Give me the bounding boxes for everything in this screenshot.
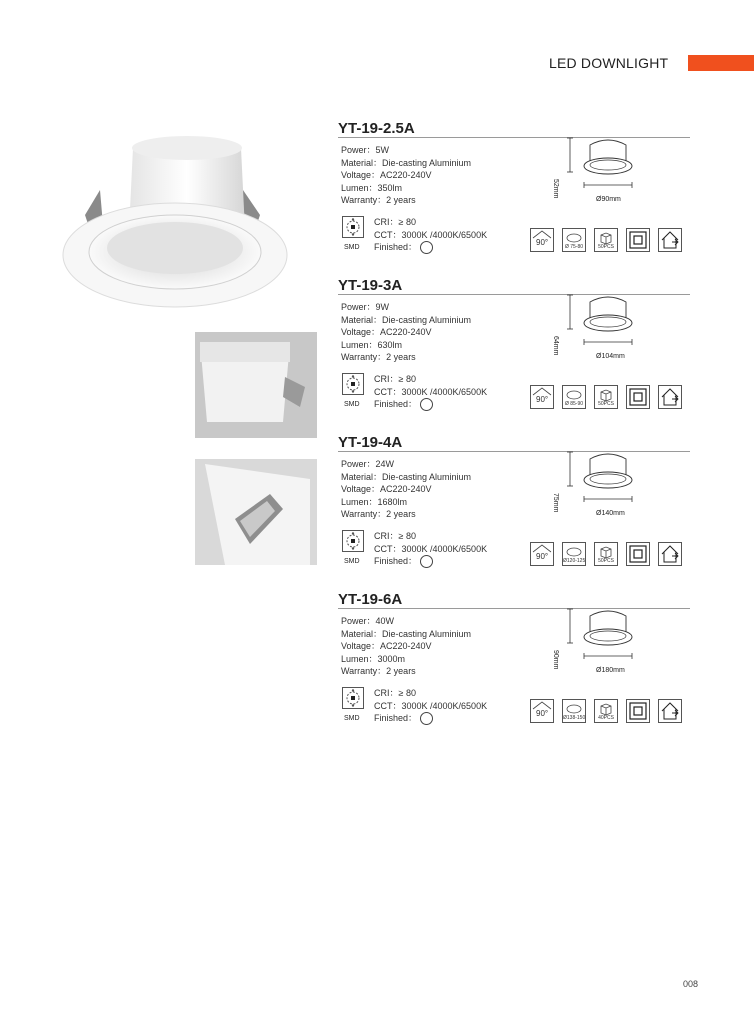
spec-list [341, 458, 471, 521]
spec-cri: CRI：≥ 80 [374, 688, 416, 698]
header-accent-bar [688, 55, 754, 71]
spec-voltage: Voltage：AC220-240V [341, 170, 432, 180]
indoor-use-icon [658, 228, 682, 252]
height-dimension: 52mm [552, 179, 559, 199]
product-block [338, 591, 690, 741]
beam-angle-icon [530, 542, 554, 566]
spec-cct: CCT：3000K /4000K/6500K [374, 229, 488, 240]
beam-angle-icon [530, 699, 554, 723]
indoor-use-icon [658, 699, 682, 723]
finish-swatch-icon [420, 712, 433, 725]
indoor-use-icon [658, 385, 682, 409]
packing-value: 50PCS [598, 401, 614, 407]
product-block [338, 120, 690, 270]
smd-label: SMD [344, 401, 360, 408]
spec-lumen: Lumen：630lm [341, 339, 403, 350]
double-insulation-icon [626, 699, 650, 723]
width-dimension: Ø180mm [596, 667, 625, 674]
spec-list [341, 144, 471, 207]
cutout-value: Ø 85-90 [564, 401, 584, 407]
cutout-value: Ø120-125 [563, 558, 586, 564]
spec-finished: Finished： [374, 242, 418, 252]
spec-material: Material：Die-casting Aluminium [341, 628, 472, 639]
dimension-drawing [558, 287, 638, 349]
spec-cri: CRI：≥ 80 [374, 374, 416, 384]
dimension-drawing [558, 130, 638, 192]
page-number: 008 [683, 979, 699, 989]
finish-swatch-icon [420, 555, 433, 568]
finish-swatch-icon [420, 241, 433, 254]
spec-cri: CRI：≥ 80 [374, 531, 416, 541]
light-specs [374, 216, 487, 254]
spec-power: Power：9W [341, 302, 390, 312]
smd-label: SMD [344, 244, 360, 251]
spec-finished: Finished： [374, 556, 418, 566]
spec-voltage: Voltage：AC220-240V [341, 484, 432, 494]
dimension-drawing [558, 444, 638, 506]
beam-angle-value: 90° [536, 238, 549, 247]
model-title: YT-19-2.5A [338, 120, 415, 137]
spec-warranty: Warranty：2 years [341, 509, 416, 519]
cutout-icon [562, 385, 586, 409]
smd-chip-icon [342, 687, 364, 722]
double-insulation-icon [626, 542, 650, 566]
width-dimension: Ø90mm [596, 196, 621, 203]
spec-material: Material：Die-casting Aluminium [341, 157, 472, 168]
spec-list [341, 615, 471, 678]
beam-angle-value: 90° [536, 709, 549, 718]
spec-cri: CRI：≥ 80 [374, 217, 416, 227]
spec-finished: Finished： [374, 399, 418, 409]
smd-label: SMD [344, 558, 360, 565]
spec-lumen: Lumen：1680lm [341, 496, 408, 507]
reflector-detail-photo [195, 332, 317, 438]
beam-angle-icon [530, 228, 554, 252]
spec-material: Material：Die-casting Aluminium [341, 314, 472, 325]
height-dimension: 64mm [552, 336, 559, 356]
spec-warranty: Warranty：2 years [341, 195, 416, 205]
spec-finished: Finished： [374, 713, 418, 723]
width-dimension: Ø104mm [596, 353, 625, 360]
spec-power: Power：24W [341, 459, 395, 469]
spec-cct: CCT：3000K /4000K/6500K [374, 700, 488, 711]
spring-clip-detail-photo [195, 459, 317, 565]
downlight-main-photo [55, 130, 295, 315]
packing-box-icon [594, 542, 618, 566]
spec-material: Material：Die-casting Aluminium [341, 471, 472, 482]
cutout-icon [562, 699, 586, 723]
spec-lumen: Lumen：350lm [341, 182, 403, 193]
smd-chip-icon [342, 530, 364, 565]
spec-cct: CCT：3000K /4000K/6500K [374, 386, 488, 397]
packing-value: 50PCS [598, 558, 614, 564]
cutout-icon [562, 228, 586, 252]
cutout-value: Ø 75-80 [564, 244, 584, 250]
spec-lumen: Lumen：3000m [341, 653, 406, 664]
packing-value: 50PCS [598, 244, 614, 250]
indoor-use-icon [658, 542, 682, 566]
spec-voltage: Voltage：AC220-240V [341, 327, 432, 337]
height-dimension: 75mm [552, 493, 559, 513]
light-specs [374, 373, 487, 411]
double-insulation-icon [626, 228, 650, 252]
model-title: YT-19-3A [338, 277, 403, 294]
finish-swatch-icon [420, 398, 433, 411]
spec-cct: CCT：3000K /4000K/6500K [374, 543, 488, 554]
packing-box-icon [594, 385, 618, 409]
beam-angle-value: 90° [536, 395, 549, 404]
model-title: YT-19-4A [338, 434, 403, 451]
beam-angle-icon [530, 385, 554, 409]
smd-chip-icon [342, 216, 364, 251]
smd-label: SMD [344, 715, 360, 722]
packing-box-icon [594, 228, 618, 252]
spec-warranty: Warranty：2 years [341, 352, 416, 362]
cutout-icon [562, 542, 586, 566]
beam-angle-value: 90° [536, 552, 549, 561]
packing-box-icon [594, 699, 618, 723]
section-title: LED DOWNLIGHT [549, 55, 669, 71]
dimension-drawing [558, 601, 638, 663]
width-dimension: Ø140mm [596, 510, 625, 517]
height-dimension: 90mm [552, 650, 559, 670]
spec-warranty: Warranty：2 years [341, 666, 416, 676]
light-specs [374, 687, 487, 725]
smd-chip-icon [342, 373, 364, 408]
spec-power: Power：40W [341, 616, 395, 626]
spec-power: Power：5W [341, 145, 390, 155]
product-block [338, 434, 690, 584]
double-insulation-icon [626, 385, 650, 409]
model-title: YT-19-6A [338, 591, 403, 608]
cutout-value: Ø138-150 [563, 715, 586, 721]
product-block [338, 277, 690, 427]
packing-value: 40PCS [598, 715, 614, 721]
light-specs [374, 530, 487, 568]
spec-list [341, 301, 471, 364]
spec-voltage: Voltage：AC220-240V [341, 641, 432, 651]
